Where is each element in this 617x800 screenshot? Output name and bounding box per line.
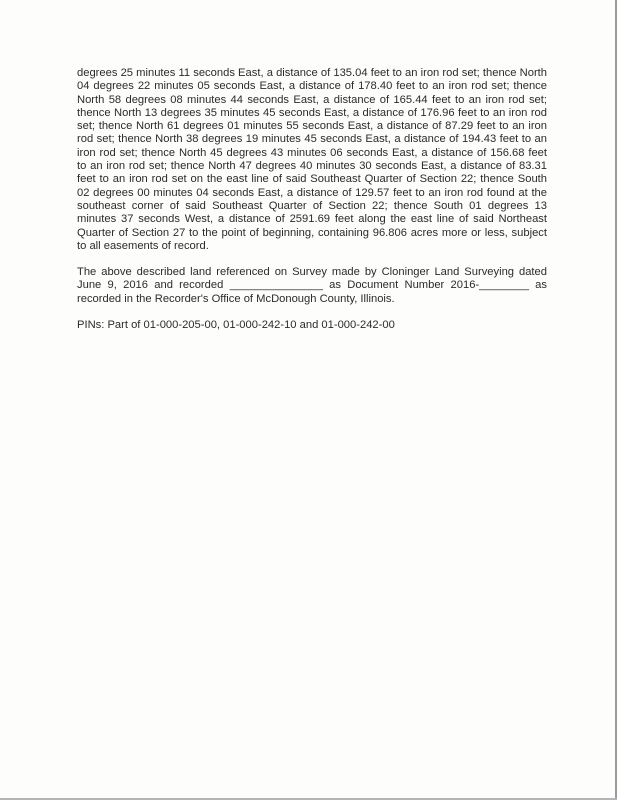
- document-body: [77, 67, 547, 332]
- pins-line: PINs: Part of 01-000-205-00, 01-000-242-10 and 01-000-242-00: [77, 319, 395, 332]
- legal-description-paragraph: degrees 25 minutes 11 seconds East, a distance of 135.04 feet to an iron rod set; thence North 04 degrees 22 minutes 05 seconds East, a distance of 178.40 feet to an iron rod set; thence North 58 degrees 08 minutes 44 seconds East, a distance of 165.44 feet to an iron rod set; thence North 13 degrees 35 minutes 45 seconds East, a distance of 176.96 feet to an iron rod set; thence North 61 degrees 01 minutes 55 seconds East, a distance of 87.29 feet to an iron rod set; thence North 38 degrees 19 minutes 45 seconds East, a distance of 194.43 feet to an iron rod set; thence North 45 degrees 43 minutes 06 seconds East, a distance of 156.68 feet to an iron rod set; thence North 47 degrees 40 minutes 30 seconds East, a distance of 83.31 feet to an iron rod set on the east line of said Southeast Quarter of Section 22; thence South 02 degrees 00 minutes 04 seconds East, a distance of 129.57 feet to an iron rod found at the southeast corner of said Southeast Quarter of Section 22; thence South 01 degrees 13 minutes 37 seconds West, a distance of 2591.69 feet along the east line of said Northeast Quarter of Section 27 to the point of beginning, containing 96.806 acres more or less, subject to all easements of record.: [77, 67, 547, 252]
- survey-reference-paragraph: The above described land referenced on Survey made by Cloninger Land Surveying dated June 9, 2016 and recorded _______________ as Document Number 2016-________ as recorded in the Recorder's Office of McDonough County, Illinois.: [77, 266, 547, 305]
